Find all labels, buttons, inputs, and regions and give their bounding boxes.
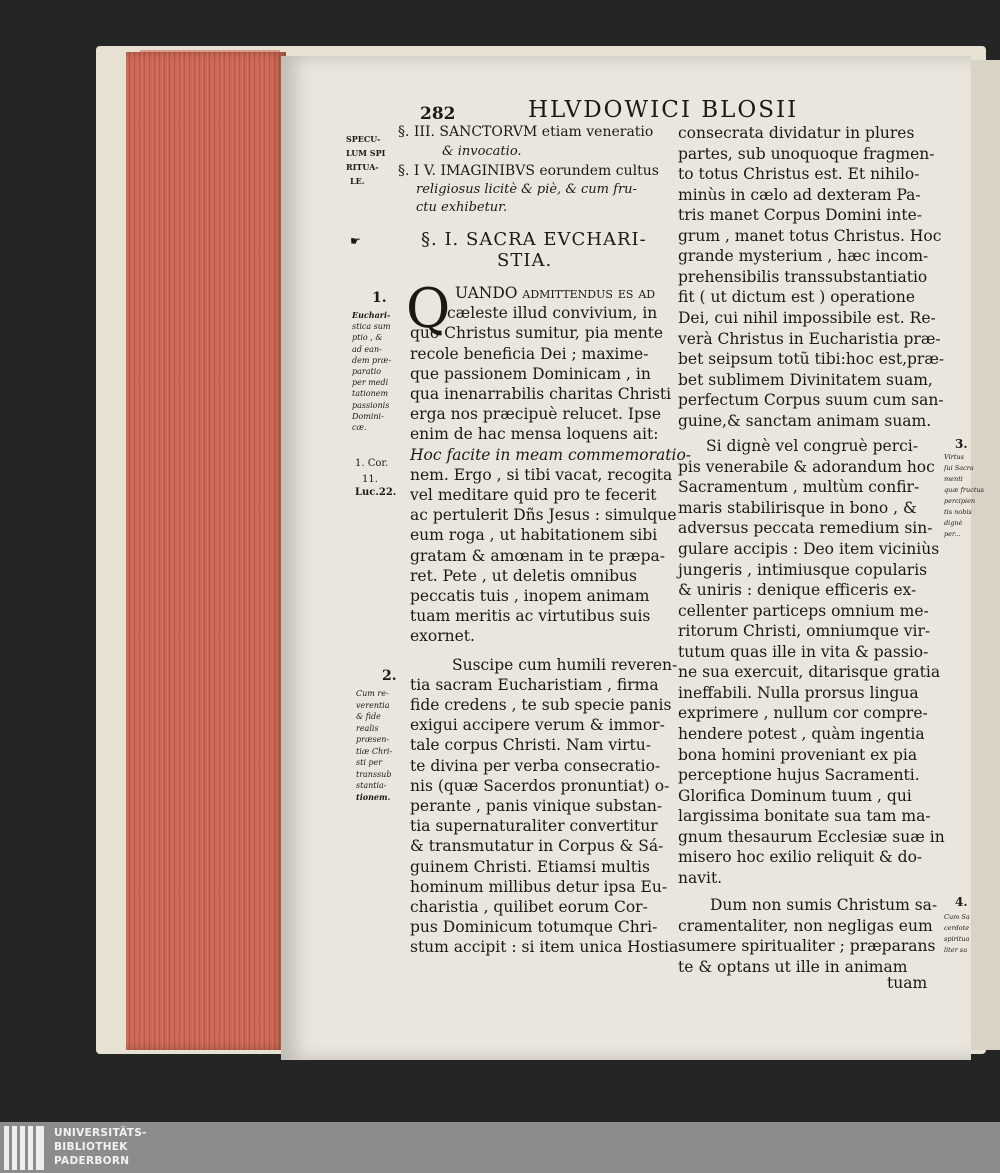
text-line: tia supernaturaliter convertitur — [410, 817, 658, 836]
text-line: Glorifica Dominum tuum , qui — [678, 786, 912, 805]
text-line: præsen- — [356, 735, 390, 744]
toc-line: ctu exhibetur. — [416, 200, 508, 215]
text-line: Dei, cui nihil impossibile est. Re- — [678, 308, 936, 327]
text-line: gulare accipis : Deo item viciniùs — [678, 540, 940, 558]
text-line: exprimere , nullum cor compre- — [678, 704, 928, 723]
text-line: pus Dominicum totumque Chri- — [410, 918, 658, 937]
text-line: tiæ Chri- — [356, 746, 393, 756]
text-line: ritorum Christi, omniumque vir- — [678, 622, 931, 641]
text-line: ad ean- — [352, 344, 382, 354]
text-line: recole beneficia Dei ; maxime- — [410, 344, 649, 363]
text-line: Si dignè vel congruè perci- — [706, 437, 918, 456]
note-number: 3. — [955, 437, 968, 451]
text-line: ne sua exercuit, ditarisque gratia — [678, 663, 941, 682]
text-line: largissima bonitate sua tam ma- — [678, 807, 931, 826]
bible-reference: 11. — [362, 474, 378, 485]
margin-title-line: LE. — [350, 176, 365, 186]
text-line: consecrata dividatur in plures — [678, 124, 915, 142]
text-line: pis venerabile & adorandum hoc — [678, 457, 935, 476]
text-line: gratam & amœnam in te præpa- — [410, 546, 666, 565]
text-line: cellenter particeps omnium me- — [678, 601, 929, 620]
library-name-line: PADERBORN — [54, 1155, 130, 1167]
text-line: enim de hac mensa loquens ait: — [410, 425, 659, 444]
text-line: to totus Christus est. Et nihilo- — [678, 165, 920, 184]
text-line: cæleste illud convivium, in — [447, 304, 658, 323]
library-name-line: BIBLIOTHEK — [54, 1141, 128, 1153]
text-line: perceptione hujus Sacramenti. — [678, 766, 920, 785]
text-line: dem præ- — [352, 355, 392, 365]
text-line: cæ. — [352, 423, 367, 432]
text-line: tis nobis — [944, 508, 972, 516]
text-line: tia sacram Eucharistiam , firma — [410, 675, 659, 694]
text-line: te & optans ut ille in animam — [678, 958, 908, 976]
text-line: erga nos præcipuè relucet. Ipse — [410, 405, 662, 424]
library-logo-icon — [4, 1126, 46, 1170]
text-line: nis (quæ Sacerdos pronuntiat) o- — [410, 776, 670, 795]
text-line: sti per — [356, 758, 383, 767]
text-line: tationem — [352, 389, 389, 399]
text-line: tuam meritis ac virtutibus suis — [410, 607, 651, 626]
text-line: eum roga , ut habitationem sibi — [410, 526, 658, 545]
text-line: perfectum Corpus suum cum san- — [678, 391, 944, 410]
drop-cap: Q — [406, 277, 451, 340]
text-line: & transmutatur in Corpus & Sá- — [410, 837, 664, 856]
bible-reference: Luc.22. — [355, 487, 397, 498]
text-line: prehensibilis transsubstantiatio — [678, 267, 928, 286]
text-line: verentia — [356, 700, 390, 710]
text-line: Euchari- — [352, 310, 391, 320]
text-line: vel meditare quid pro te fecerit — [410, 486, 657, 504]
text-line: quo Christus sumitur, pia mente — [410, 324, 664, 343]
text-line: peccatis tuis , inopem animam — [410, 587, 650, 605]
text-line: que passionem Dominicam , in — [410, 364, 651, 383]
text-line: ret. Pete , ut deletis omnibus — [410, 566, 638, 585]
text-line: maris stabilirisque in bono , & — [678, 498, 917, 517]
text-line: tris manet Corpus Domini inte- — [678, 206, 922, 225]
text-line: passionis — [352, 400, 390, 410]
hand-pointer-icon: ☛ — [350, 234, 361, 248]
note-number: 2. — [382, 668, 397, 684]
text-line: qua inenarrabilis charitas Christi — [410, 385, 672, 403]
library-name — [54, 1126, 147, 1168]
text-line: hominum millibus detur ipsa Eu- — [410, 877, 668, 896]
text-line: misero hoc exilio reliquit & do- — [678, 848, 923, 867]
text-line: charistia , quilibet eorum Cor- — [410, 898, 648, 916]
text-line: stum accipit : si item unica Hostia — [410, 938, 679, 957]
text-line: & uniris : denique efficeris ex- — [678, 581, 917, 600]
margin-title-line: RITUA- — [346, 162, 379, 172]
note-number: 1. — [372, 290, 387, 306]
text-line: grande mysterium , hæc incom- — [678, 247, 929, 266]
text-line: minùs in cælo ad dexteram Pa- — [678, 185, 921, 204]
text-line: Virtus — [944, 453, 964, 461]
text-line: sumere spiritualiter ; præparans — [678, 937, 936, 956]
text-line: gnum thesaurum Ecclesiæ suæ in — [678, 827, 945, 846]
text-line: ſui Sacra — [944, 464, 974, 472]
section-heading: §. I. SACRA EVCHARI- — [421, 229, 647, 250]
text-line: perante , panis vinique substan- — [410, 797, 663, 815]
text-line: percipien — [944, 497, 976, 505]
section-heading: STIA. — [497, 250, 553, 271]
text-line: quæ fructus — [944, 486, 984, 494]
text-line: bona homini proveniant ex pia — [678, 745, 918, 764]
text-line: menti — [944, 475, 963, 483]
text-line: tutum quas ille in vita & passio- — [678, 642, 929, 661]
page-number: 282 — [420, 104, 456, 124]
text-line: bet sublimem Divinitatem suam, — [678, 370, 933, 389]
margin-title-line: LUM SPI — [346, 148, 386, 158]
text-line: ac pertulerit Dñs Jesus : simulque — [410, 506, 677, 525]
page-edges — [126, 52, 286, 1050]
text-line: transsub — [356, 769, 392, 779]
text-line: partes, sub unoquoque fragmen- — [678, 144, 935, 163]
text-line: Domini- — [352, 411, 384, 421]
running-title: HLVDOWICI BLOSII — [528, 97, 799, 123]
text-line: Hoc facite in meam commemoratio- — [410, 445, 692, 464]
text-line: nem. Ergo , si tibi vacat, recogita — [410, 465, 673, 484]
margin-title-line: SPECU- — [346, 134, 381, 144]
text-line: per medi — [352, 378, 389, 388]
text-line: jungeris , intimiusque copularis — [678, 560, 928, 579]
text-line: liter su — [944, 946, 968, 954]
text-line: fide credens , te sub specie panis — [410, 696, 672, 714]
text-line: exornet. — [410, 627, 475, 646]
toc-line: §. I V. IMAGINIBVS eorundem cultus — [398, 163, 659, 179]
text-line: te divina per verba consecratio- — [410, 756, 661, 775]
library-footer — [0, 1122, 1000, 1173]
text-line: cerdote — [944, 924, 970, 932]
text-line: ptio , & — [352, 333, 383, 343]
text-line: tionem. — [356, 791, 391, 802]
text-line: navit. — [678, 868, 723, 887]
text-line: Dum non sumis Christum sa- — [710, 896, 938, 915]
catchword: tuam — [887, 974, 928, 992]
text-line: adversus peccata remedium sin- — [678, 519, 933, 538]
text-line: Suscipe cum humili reveren- — [452, 655, 678, 674]
text-line: paratio — [352, 367, 382, 376]
text-line: stantia- — [356, 781, 387, 790]
toc-line: & invocatio. — [442, 144, 522, 159]
library-name-line: UNIVERSITÄTS- — [54, 1127, 147, 1139]
text-line: exigui accipere verum & immor- — [410, 716, 665, 735]
text-line: Sacramentum , multùm confir- — [678, 478, 920, 497]
text-line: Cum re- — [356, 689, 389, 698]
text-line: stica sum — [352, 322, 391, 332]
text-line: spiritua — [944, 935, 970, 943]
toc-line: §. III. SANCTORVM etiam veneratio — [398, 124, 654, 140]
text-line: tale corpus Christi. Nam virtu- — [410, 736, 651, 755]
toc-line: religiosus licitè & piè, & cum fru- — [416, 182, 637, 197]
text-line: UANDO admittendus es ad — [455, 284, 656, 302]
text-line: cramentaliter, non negligas eum — [678, 916, 933, 935]
text-line: dignè — [944, 519, 963, 527]
bible-reference: 1. Cor. — [355, 458, 389, 469]
text-line: guine,& sanctam animam suam. — [678, 411, 932, 430]
text-line: bet seipsum totũ tibi:hoc est,præ- — [678, 350, 945, 369]
text-line: grum , manet totus Christus. Hoc — [678, 226, 942, 245]
text-line: ineffabili. Nulla prorsus lingua — [678, 683, 919, 702]
text-line: verà Christus in Eucharistia præ- — [678, 329, 941, 348]
text-line: guinem Christi. Etiamsi multis — [410, 857, 650, 876]
text-line: realis — [356, 723, 379, 733]
note-number: 4. — [955, 895, 968, 909]
text-line: fit ( ut dictum est ) operatione — [678, 288, 916, 307]
text-line: per... — [944, 530, 961, 538]
text-line: & fide — [356, 712, 381, 721]
text-line: hendere potest , quàm ingentia — [678, 724, 925, 743]
text-line: Cum Sa — [944, 913, 970, 921]
